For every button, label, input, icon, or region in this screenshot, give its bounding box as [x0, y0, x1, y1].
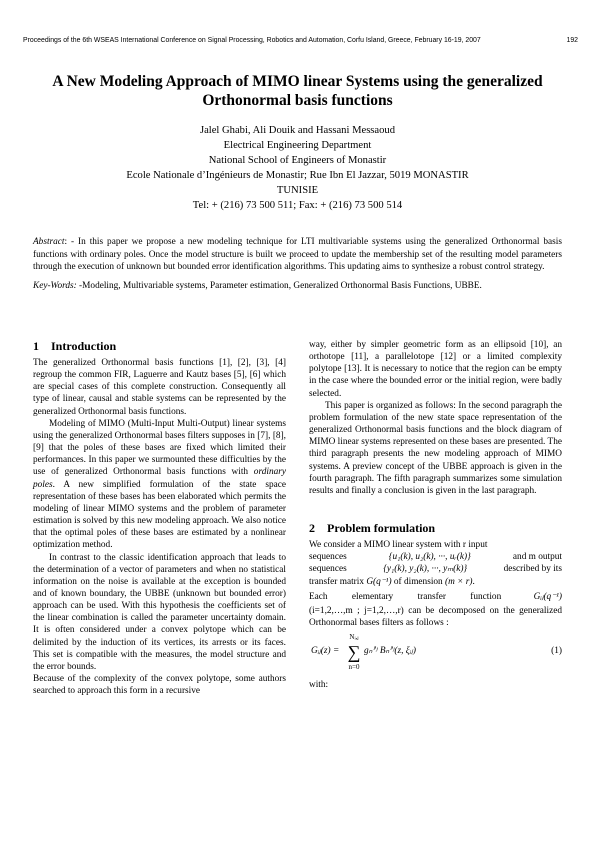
- intro-paragraph-2: [33, 418, 286, 552]
- sum-upper-limit: Nᵢ,ⱼ: [349, 633, 359, 642]
- section-2-number: 2: [309, 521, 315, 536]
- sigma-symbol: ∑: [347, 642, 361, 663]
- intro-paragraph-4-start: [33, 673, 286, 697]
- section-2-title: Problem formulation: [327, 521, 436, 536]
- author-country: TUNISIE: [276, 185, 319, 196]
- with-label: with:: [309, 680, 329, 691]
- running-header: [23, 37, 578, 44]
- equation-1: [309, 633, 562, 677]
- transfer-matrix-math: G(q⁻¹): [366, 576, 392, 587]
- problem-line-6: (i=1,2,…,m ; j=1,2,…,r) can be decomposed on the generalized Orthonormal bases filters as follows :: [309, 605, 562, 628]
- author-names: Jalel Ghabi, Ali Douik and Hassani Messaoud: [199, 125, 396, 136]
- problem-line-4: [309, 576, 562, 588]
- equation-number: (1): [551, 646, 562, 657]
- keywords-label: Key-Words:: [33, 280, 77, 291]
- problem-l3-text-a: sequences: [309, 564, 347, 575]
- problem-line-3: [309, 563, 562, 575]
- author-contact: Tel: + (216) 73 500 511; Fax: + (216) 73 500 514: [192, 200, 403, 211]
- running-head-text: Proceedings of the 6th WSEAS International Conference on Signal Processing, Robotics and Automation, Corfu Island, Greece, February 16-19, 2007: [23, 37, 481, 44]
- intro-p4-right-text: way, either by simpler geometric form as an ellipsoid [10], an orthotope [11], a parallelotope [12] or a limited complexity polytope [13]. It is necessary to notice that the region can be empty in the case where the bounded error or the initial region, were badly selected.: [309, 340, 562, 399]
- author-block: [60, 123, 535, 213]
- section-2-heading: [309, 521, 562, 536]
- intro-paragraph-4-cont: [309, 339, 562, 400]
- dimension-math: (m × r): [445, 576, 473, 587]
- section-1-number: 1: [33, 339, 39, 353]
- title-line-1: A New Modeling Approach of MIMO linear Systems using the generalized: [52, 73, 543, 90]
- problem-line-1: We consider a MIMO linear system with r input: [309, 540, 488, 551]
- abstract-paragraph: [33, 236, 562, 274]
- abstract-label: Abstract: [33, 237, 65, 247]
- section-1-title: Introduction: [51, 339, 117, 353]
- problem-l2-text-a: sequences: [309, 552, 347, 563]
- paper-title: [30, 72, 565, 110]
- intro-p2-end: . A new simplified formulation of the state space representation of these bases has been elaborated which permits the modeling of linear MIMO systems and the problem of parameter estimation is solved by this new modeling approach. We also notice that the optimal poles of these bases are estimated by a nonlinear optimization method.: [33, 479, 286, 551]
- elementary-transfer-math: Gᵢⱼ(q⁻¹): [533, 591, 562, 602]
- problem-line-5: [309, 591, 562, 603]
- title-line-2: Orthonormal basis functions: [202, 92, 393, 109]
- abstract-block: [33, 236, 562, 298]
- problem-l4-text-a: transfer matrix: [309, 576, 364, 587]
- sum-lower-limit: n=0: [348, 663, 360, 672]
- left-column: [33, 339, 286, 697]
- input-sequence-math: {u₁(k), u₂(k), ···, uᵣ(k)}: [388, 552, 471, 563]
- author-address: Ecole Nationale d’Ingénieurs de Monastir; Rue Ibn El Jazzar, 5019 MONASTIR: [126, 170, 469, 181]
- equation-rhs: gₙⁱ'ʲ Bₙⁱ'ʲ(z, ξᵢⱼ): [364, 646, 416, 657]
- abstract-text: : - In this paper we propose a new modeling technique for LTI multivariable systems using the generalized Orthonormal basis functions with ordinary poles. Once the model structure is built we proceed to update the membership set of the resulting model parameters through the execution of unknown but bounded error identification algorithms. This updating aims to synthesize a robust control strategy.: [33, 237, 562, 273]
- author-department: Electrical Engineering Department: [223, 140, 372, 151]
- problem-line-2: [309, 551, 562, 563]
- author-school: National School of Engineers of Monastir: [208, 155, 387, 166]
- section-1-heading: [33, 339, 286, 354]
- problem-l5-text: Each elementary transfer function: [309, 591, 502, 602]
- intro-p2-start: Modeling of MIMO (Multi-Input Multi-Output) linear systems using the generalized Orthonormal bases filters supposes in [7], [8], [9] that the poles of these bases are fixed which limited their performances. In this paper we surmounted these difficulties by the use of generalized Orthonormal basis functions with: [33, 418, 286, 478]
- keywords-text: -Modeling, Multivariable systems, Parameter estimation, Generalized Orthonormal Basis Functions, UBBE.: [76, 280, 482, 291]
- intro-paragraph-1: The generalized Orthonormal basis functions [1], [2], [3], [4] regroup the common FIR, Laguerre and Kautz bases [5], [6] which are special cases of this complete construction. Consequently all type of linear, causal and stable systems can be represented by the generalized Orthonormal basis functions.: [33, 358, 286, 417]
- page-number: 192: [566, 37, 578, 44]
- keywords-paragraph: [33, 280, 562, 293]
- output-sequence-math: {y₁(k), y₂(k), ···, yₘ(k)}: [383, 564, 468, 575]
- right-column: [309, 339, 562, 691]
- intro-paragraph-5: This paper is organized as follows: In the second paragraph the problem formulation of the new state space representation of the generalized Orthonormal basis functions and the block diagram of MIMO linear systems represented on these bases are presented. The third paragraph presents the new modeling approach of MIMO systems. A preview concept of the UBBE approach is given in the fourth paragraph. The fifth paragraph summarizes some simulation results and finally a conclusion is given in the last paragraph.: [309, 400, 562, 496]
- problem-l3-text-b: described by its: [503, 564, 562, 575]
- equation-lhs: Gᵢⱼ(z) =: [311, 646, 340, 657]
- intro-p2-italic: ordinary poles: [33, 467, 286, 490]
- summation: [345, 631, 363, 673]
- intro-paragraph-3: In contrast to the classic identification approach that leads to the determination of a vector of parameters and when no statistical information on the noise is available at the exception is bounded and of known boundary, the UBBE (unknown but bounded error) approach can be used. With this hypothesis the coefficients set of the linear combination is called the parameter uncertainty domain. It is often considered under a convex polytope which can be delimited by the induction of its vertices, its arrests or its faces. This set is compatible with the measures, the model structure and the error bounds.: [33, 552, 286, 672]
- problem-l2-text-b: and m output: [512, 552, 562, 563]
- problem-l4-text-b: of dimension: [393, 576, 443, 587]
- intro-p4-left-text: Because of the complexity of the convex polytope, some authors searched to approach this form in a recursive: [33, 674, 286, 697]
- problem-l4-period: .: [472, 576, 475, 587]
